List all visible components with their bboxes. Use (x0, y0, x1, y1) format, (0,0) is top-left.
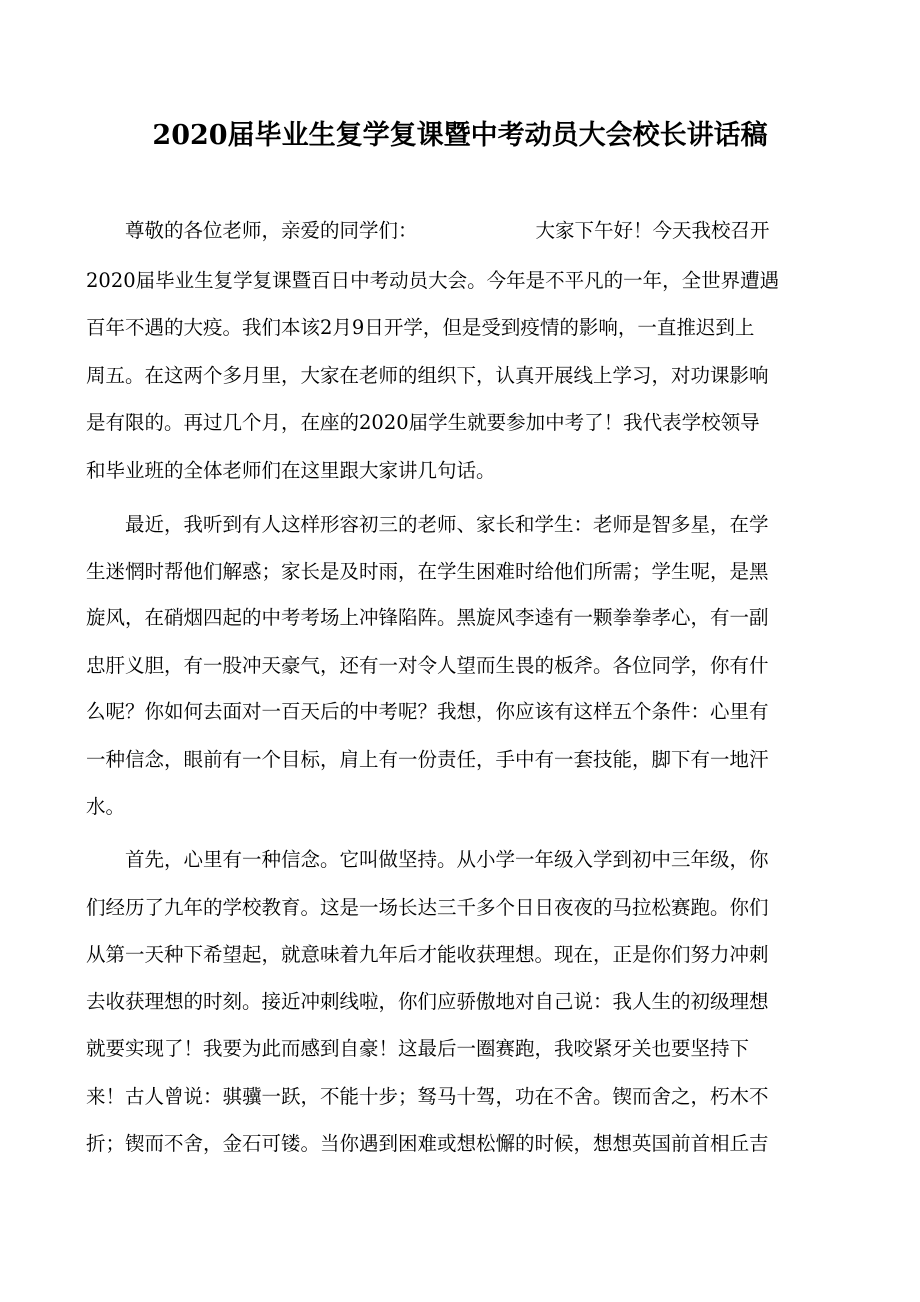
paragraph-1-line-3: 百年不遇的大疫。我们本该2月9日开学，但是受到疫情的影响，一直推迟到上 (86, 316, 755, 339)
paragraph-2-line-5: 么呢？你如何去面对一百天后的中考呢？我想，你应该有这样五个条件：心里有 (86, 700, 769, 723)
paragraph-3-line-5: 就要实现了！我要为此而感到自豪！这最后一圈赛跑，我咬紧牙关也要坚持下 (86, 1037, 750, 1060)
paragraph-1-line-5: 是有限的。再过几个月，在座的2020届学生就要参加中考了！我代表学校领导 (86, 411, 760, 434)
paragraph-3-line-4: 去收获理想的时刻。接近冲刺线啦，你们应骄傲地对自己说：我人生的初级理想 (86, 990, 769, 1013)
paragraph-1-line-1 (125, 216, 770, 246)
salutation: 尊敬的各位老师，亲爱的同学们： (125, 219, 418, 242)
paragraph-2-line-1: 最近，我听到有人这样形容初三的老师、家长和学生：老师是智多星，在学 (125, 513, 769, 536)
paragraph-3-line-7: 折；锲而不舍，金石可镂。当你遇到困难或想松懈的时候，想想英国前首相丘吉 (86, 1132, 769, 1155)
paragraph-1-line-4: 周五。在这两个多月里，大家在老师的组织下，认真开展线上学习，对功课影响 (86, 364, 769, 387)
paragraph-1-line-6: 和毕业班的全体老师们在这里跟大家讲几句话。 (86, 459, 496, 482)
paragraph-1-line-2: 2020届毕业生复学复课暨百日中考动员大会。今年是不平凡的一年，全世界遭遇 (86, 269, 780, 292)
paragraph-2-line-7: 水。 (86, 795, 126, 818)
paragraph-2-line-2: 生迷惘时帮他们解惑；家长是及时雨，在学生困难时给他们所需；学生呢，是黑 (86, 560, 769, 583)
paragraph-2-line-4: 忠肝义胆，有一股冲天豪气，还有一对令人望而生畏的板斧。各位同学，你有什 (86, 654, 769, 677)
paragraph-3-line-1: 首先，心里有一种信念。它叫做坚持。从小学一年级入学到初中三年级，你 (125, 848, 769, 871)
paragraph-3-line-6: 来！古人曾说：骐骥一跃，不能十步；驽马十驾，功在不舍。锲而舍之，朽木不 (86, 1085, 769, 1108)
paragraph-2-line-3: 旋风，在硝烟四起的中考考场上冲锋陷阵。黑旋风李逵有一颗拳拳孝心，有一副 (86, 606, 769, 629)
paragraph-3-line-3: 从第一天种下希望起，就意味着九年后才能收获理想。现在，正是你们努力冲刺 (86, 943, 769, 966)
paragraph-2-line-6: 一种信念，眼前有一个目标，肩上有一份责任，手中有一套技能，脚下有一地汗 (86, 748, 769, 771)
greeting: 大家下午好！今天我校召开 (535, 219, 770, 242)
paragraph-3-line-2: 们经历了九年的学校教育。这是一场长达三千多个日日夜夜的马拉松赛跑。你们 (86, 896, 769, 919)
document-title: 2020届毕业生复学复课暨中考动员大会校长讲话稿 (152, 120, 768, 151)
